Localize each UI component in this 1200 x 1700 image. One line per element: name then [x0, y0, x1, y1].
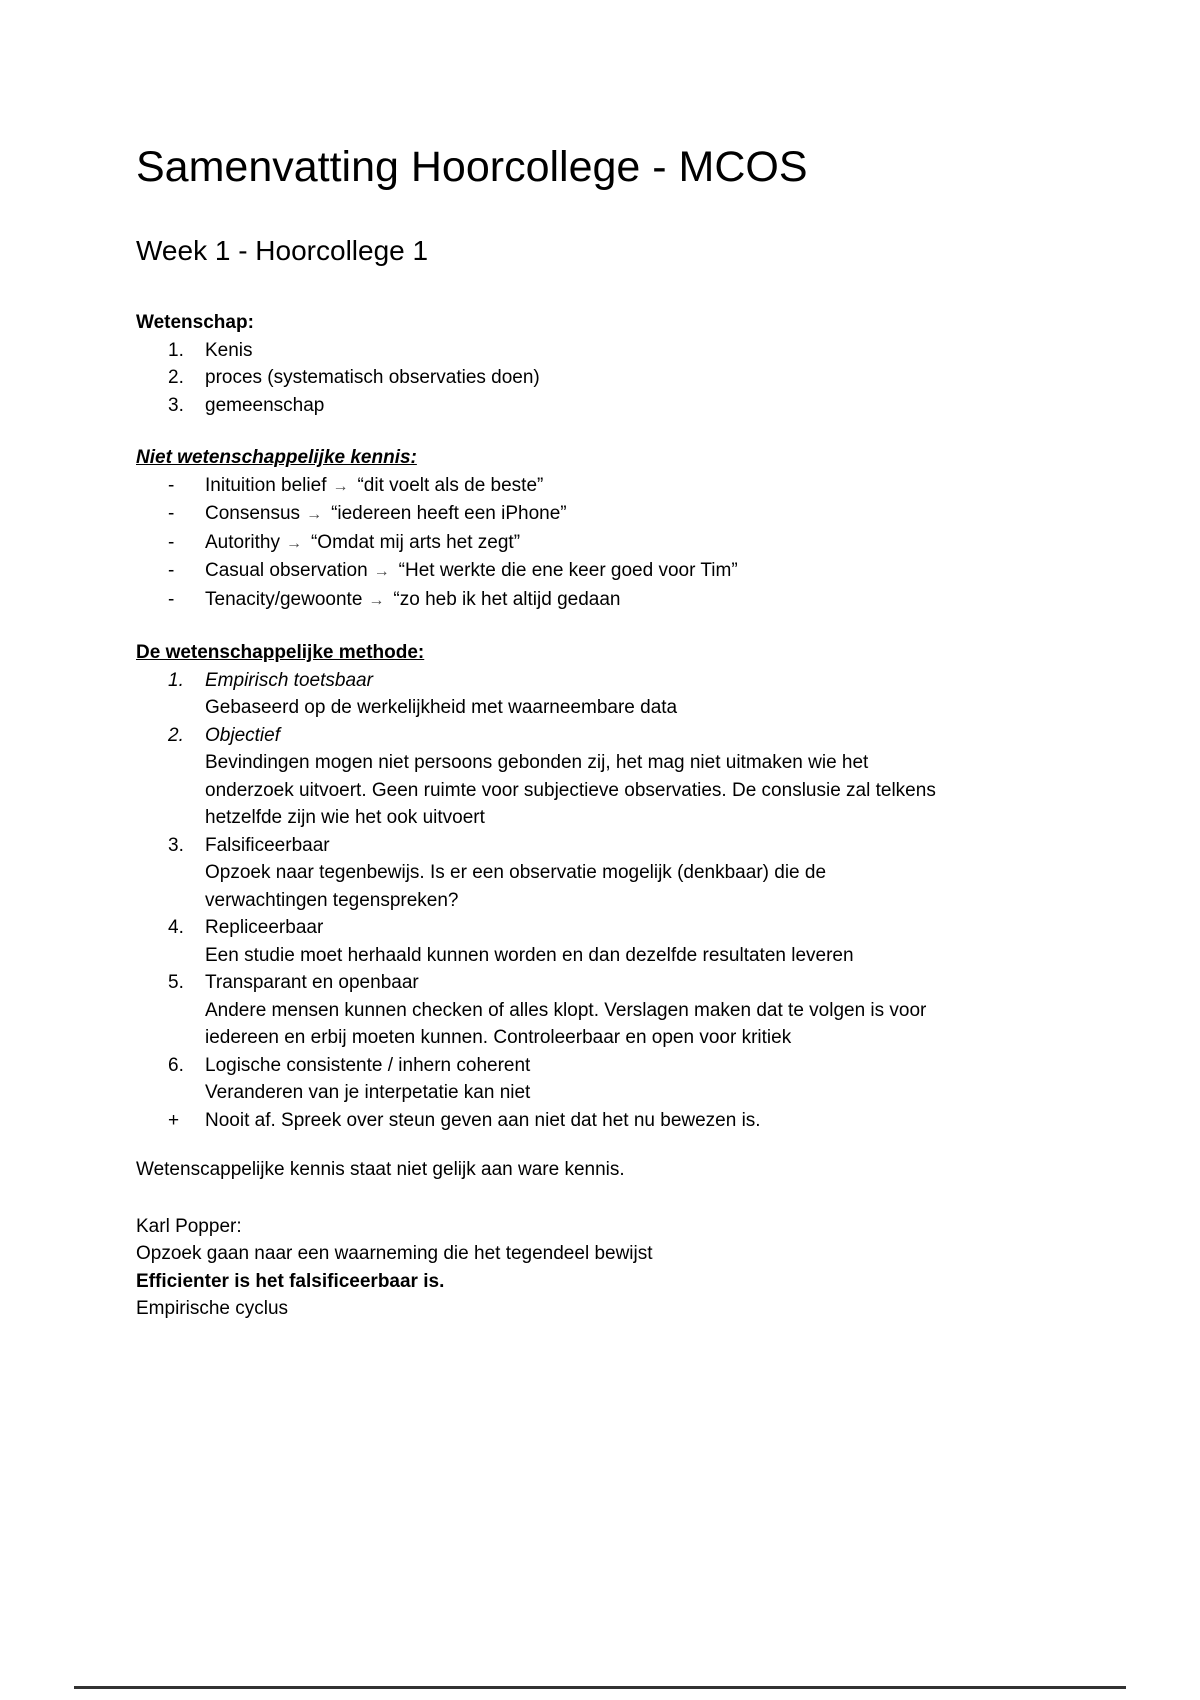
list-item-text: proces (systematisch observaties doen) [205, 367, 540, 388]
list-marker: 1. [168, 339, 184, 361]
doc-subtitle: Week 1 - Hoorcollege 1 [136, 235, 429, 266]
list-item-text [205, 529, 520, 558]
method-title: Nooit af. Spreek over steun geven aan niet dat het nu bewezen is. [205, 1109, 761, 1131]
list-marker: 2. [168, 367, 184, 388]
list-marker: 1. [168, 669, 184, 691]
kennis-quote: “Het werkte die ene keer goed voor Tim” [398, 560, 738, 581]
list-marker: 3. [168, 394, 184, 416]
list-marker: 2. [168, 724, 184, 746]
list-item [136, 914, 1064, 969]
list-marker: 3. [168, 834, 184, 856]
method-title: Logische consistente / inhern coherent [205, 1054, 531, 1076]
list-item [136, 337, 1064, 365]
list-item-text: Kenis [205, 339, 253, 361]
list-marker: - [168, 503, 175, 524]
list-item-text [205, 586, 621, 615]
list-item [136, 1107, 1064, 1135]
list-item [136, 392, 1064, 420]
list-item-text [205, 500, 567, 529]
kennis-quote: “zo heb ik het altijd gedaan [393, 588, 621, 610]
arrow-icon: → [373, 563, 390, 580]
method-title: Empirisch toetsbaar [205, 669, 373, 691]
list-marker: - [168, 531, 175, 553]
method-item [205, 1107, 761, 1135]
list-item [136, 529, 1064, 558]
list-marker: - [168, 560, 175, 581]
list-item [136, 586, 1064, 615]
arrow-icon: → [368, 591, 385, 609]
list-marker: 4. [168, 917, 184, 938]
method-title: Repliceerbaar [205, 917, 324, 938]
list-item [136, 557, 1064, 586]
section-heading-wetenschap: Wetenschap: [136, 312, 254, 333]
list-marker: - [168, 474, 175, 496]
method-item [205, 667, 677, 722]
method-title: Transparant en openbaar [205, 972, 419, 993]
method-item [205, 832, 947, 915]
method-body: Bevindingen mogen niet persoons gebonden zij, het mag niet uitmaken wie het onderzoek uitvoert. Geen ruimte voor subjectieve observaties. De conslusie zal telkens hetzelfde zijn wie het ook uitvoert [205, 752, 936, 828]
doc-title: Samenvatting Hoorcollege - MCOS [136, 143, 808, 191]
method-item [205, 722, 947, 832]
method-title: Objectief [205, 724, 280, 746]
closing-note: Wetenscappelijke kennis staat niet gelijk aan ware kennis. [136, 1159, 625, 1180]
list-item [136, 1052, 1064, 1107]
arrow-icon: → [306, 506, 323, 523]
kennis-label: Inituition belief [205, 474, 327, 496]
page-divider [74, 1686, 1126, 1689]
list-marker: 6. [168, 1054, 184, 1076]
methode-list [136, 667, 1064, 1135]
method-title: Falsificeerbaar [205, 834, 330, 856]
kennis-quote: “dit voelt als de beste” [357, 474, 544, 496]
list-item [136, 722, 1064, 832]
karl-popper-line: Empirische cyclus [136, 1298, 289, 1319]
kennis-label: Casual observation [205, 560, 368, 581]
list-item-text [205, 472, 543, 501]
niet-wetenschappelijke-kennis-list [136, 472, 1064, 615]
list-item [136, 500, 1064, 529]
section-heading-niet-wetenschappelijke-kennis: Niet wetenschappelijke kennis: [136, 447, 417, 468]
kennis-label: Autorithy [205, 531, 280, 553]
list-item [136, 969, 1064, 1052]
list-item [136, 667, 1064, 722]
method-item [205, 969, 947, 1052]
list-marker: 5. [168, 972, 184, 993]
kennis-label: Tenacity/gewoonte [205, 588, 363, 610]
karl-popper-line: Opzoek gaan naar een waarneming die het tegendeel bewijst [136, 1243, 653, 1264]
list-item [136, 364, 1064, 392]
method-item [205, 1052, 530, 1107]
kennis-label: Consensus [205, 503, 301, 524]
karl-popper-line-bold: Efficienter is het falsificeerbaar is. [136, 1270, 445, 1292]
list-item-text [205, 557, 738, 586]
list-item [136, 472, 1064, 501]
section-heading-methode: De wetenschappelijke methode: [136, 642, 425, 663]
method-body: Gebaseerd op de werkelijkheid met waarneembare data [205, 697, 678, 718]
karl-popper-label: Karl Popper: [136, 1215, 242, 1237]
kennis-quote: “Omdat mij arts het zegt” [310, 531, 521, 553]
method-item [205, 914, 854, 969]
kennis-quote: “iedereen heeft een iPhone” [331, 503, 567, 524]
method-body: Veranderen van je interpetatie kan niet [205, 1082, 531, 1103]
method-body: Opzoek naar tegenbewijs. Is er een observatie mogelijk (denkbaar) die de verwachtingen tegenspreken? [205, 862, 827, 911]
method-body: Een studie moet herhaald kunnen worden en dan dezelfde resultaten leveren [205, 944, 854, 966]
arrow-icon: → [285, 534, 302, 552]
list-marker: - [168, 588, 175, 610]
list-item [136, 832, 1064, 915]
list-item-text: gemeenschap [205, 394, 325, 416]
arrow-icon: → [332, 477, 349, 495]
wetenschap-list [136, 337, 1064, 420]
method-body: Andere mensen kunnen checken of alles klopt. Verslagen maken dat te volgen is voor iedereen en erbij moeten kunnen. Controleerbaar en open voor kritiek [205, 999, 927, 1048]
list-marker: + [168, 1109, 180, 1131]
